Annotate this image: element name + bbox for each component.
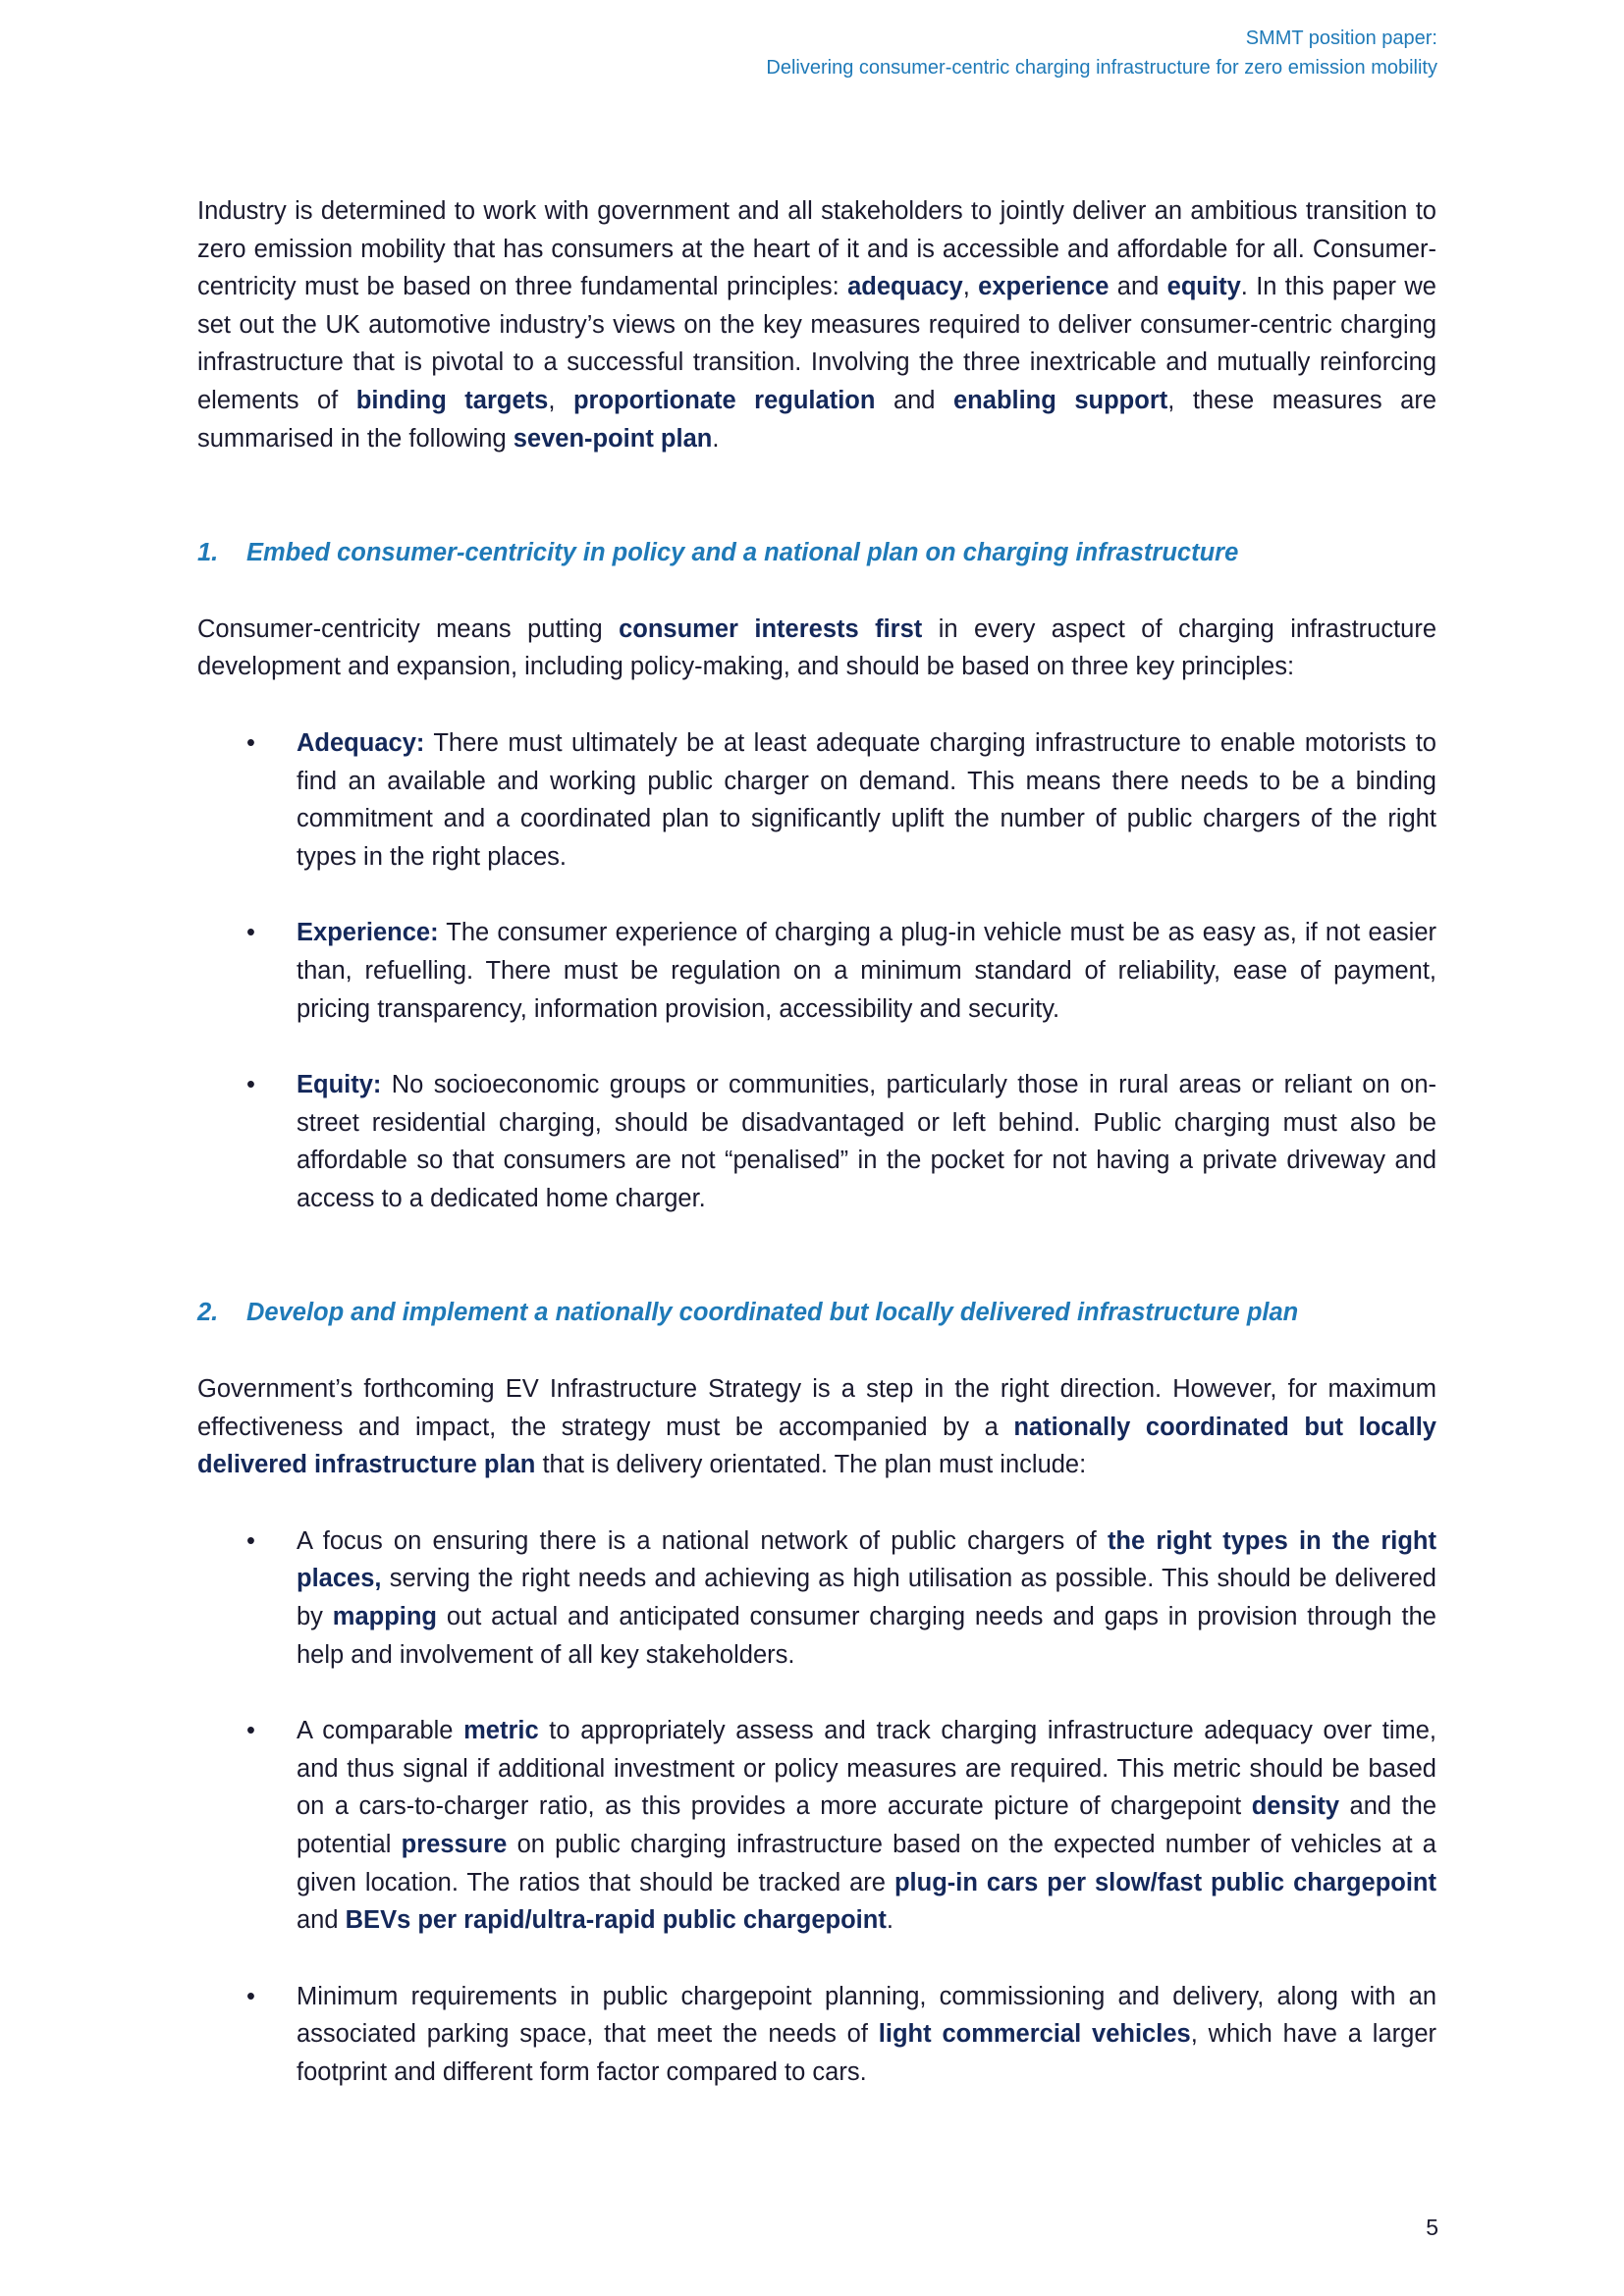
section-1-heading: [197, 534, 1436, 572]
section-2-title: Develop and implement a nationally coordinated but locally delivered infrastructure plan: [246, 1299, 1299, 1327]
list-item: • A comparable metric to appropriately assess and track charging infrastructure adequacy over time, and thus signal if additional investment or policy measures are required. This metric should be based on a cars-to-charger ratio, as this provides a more accurate picture of chargepoint density and the potential pressure on public charging infrastructure based on the expected number of vehicles at a given location. The ratios that should be tracked are plug-in cars per slow/fast public chargepoint and BEVs per rapid/ultra-rapid public chargepoint.: [197, 1712, 1436, 1940]
list-item: • Experience: The consumer experience of charging a plug-in vehicle must be as easy as, if not easier than, refuelling. There must be regulation on a minimum standard of reliability, ease of payment, pricing transparency, information provision, accessibility and security.: [197, 914, 1436, 1028]
bullet-icon: •: [246, 728, 255, 757]
intro-paragraph: Industry is determined to work with government and all stakeholders to jointly deliver an ambitious transition to zero emission mobility that has consumers at the heart of it and is accessible and affordable for all. Consumer-centricity must be based on three fundamental principles: adequacy, experience and equity. In this paper we set out the UK automotive industry’s views on the key measures required to deliver consumer-centric charging infrastructure that is pivotal to a successful transition. Involving the three inextricable and mutually reinforcing elements of binding targets, proportionate regulation and enabling support, these measures are summarised in the following seven-point plan.: [197, 197, 1437, 453]
bullet-icon: •: [246, 1526, 255, 1555]
header-line-1: SMMT position paper:: [1245, 27, 1437, 49]
section-1-number: 1.: [197, 539, 219, 567]
bullet-icon: •: [246, 1071, 255, 1099]
section-1-title: Embed consumer-centricity in policy and a national plan on charging infrastructure: [246, 539, 1239, 567]
bullet-icon: •: [246, 1982, 255, 2010]
section-2-bullet-list: [197, 1522, 1436, 2092]
list-item: • Adequacy: There must ultimately be at least adequate charging infrastructure to enable motorists to find an available and working public charger on demand. This means there needs to be a binding commitment and a coordinated plan to significantly uplift the number of public chargers of the right types in the right places.: [197, 724, 1436, 876]
header-line-2: Delivering consumer-centric charging infrastructure for zero emission mobility: [766, 57, 1437, 79]
page-number: 5: [1426, 2215, 1438, 2240]
section-1-intro: Consumer-centricity means putting consumer interests first in every aspect of charging infrastructure development and expansion, including policy-making, and should be based on three key principles:: [197, 614, 1437, 681]
bullet-icon: •: [246, 1717, 255, 1745]
section-2-intro: Government’s forthcoming EV Infrastructure Strategy is a step in the right direction. However, for maximum effectiveness and impact, the strategy must be accompanied by a nationally coordinated but locally delivered infrastructure plan that is delivery orientated. The plan must include:: [197, 1375, 1436, 1479]
section-1-bullet-list: [197, 724, 1436, 1218]
list-item: • Equity: No socioeconomic groups or communities, particularly those in rural areas or reliant on on-street residential charging, should be disadvantaged or left behind. Public charging must also be affordable so that consumers are not “penalised” in the pocket for not having a private driveway and access to a dedicated home charger.: [197, 1066, 1436, 1217]
list-item: • Minimum requirements in public chargepoint planning, commissioning and delivery, along with an associated parking space, that meet the needs of light commercial vehicles, which have a larger footprint and different form factor compared to cars.: [197, 1978, 1436, 2092]
document-body: [197, 192, 1436, 2130]
section-2-number: 2.: [197, 1299, 219, 1327]
page-header: [766, 24, 1437, 82]
bullet-icon: •: [246, 919, 255, 947]
section-2-heading: [197, 1294, 1436, 1332]
list-item: • A focus on ensuring there is a national network of public chargers of the right types in the right places, serving the right needs and achieving as high utilisation as possible. This should be delivered by mapping out actual and anticipated consumer charging needs and gaps in provision through the help and involvement of all key stakeholders.: [197, 1522, 1436, 1674]
